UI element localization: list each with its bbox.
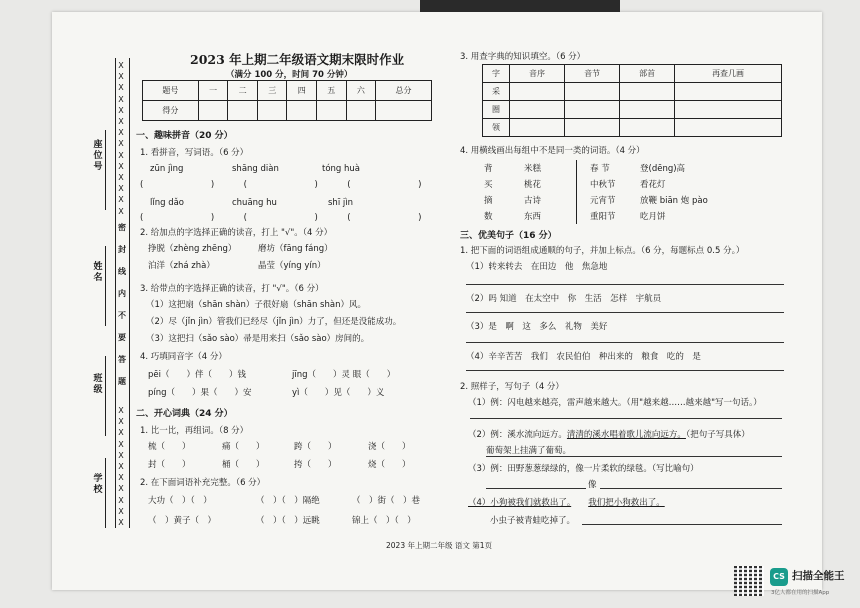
table-row (143, 81, 432, 101)
reading-choice[interactable]: 晶莹（yíng yín） (258, 261, 326, 271)
score-cell[interactable] (198, 101, 228, 121)
dict-answer-cell[interactable] (620, 101, 675, 119)
homophone-fill[interactable]: píng（ ）果（ ）安 (148, 388, 252, 398)
dict-answer-cell[interactable] (510, 83, 565, 101)
word-fill[interactable]: 浇（ ） (368, 442, 411, 452)
dict-header-cell: 音节 (565, 65, 620, 83)
dict-answer-cell[interactable] (675, 119, 782, 137)
q1-title: 1. 看拼音，写词语。（6 分） (140, 148, 249, 158)
pinyin-prompt: shāng diàn (232, 164, 279, 174)
word-item: 数 (484, 212, 493, 222)
idiom-fill[interactable]: （ ）（ ）隔绝 (256, 496, 320, 506)
seal-char: 内 (118, 289, 126, 298)
reading-choice[interactable]: 泊洋（zhá zhà） (148, 261, 215, 271)
word-item[interactable]: 米糕 (524, 164, 542, 174)
homophone-fill[interactable]: yì（ ）见（ ）义 (292, 388, 385, 398)
seal-char: 线 (118, 267, 126, 276)
reading-choice[interactable]: 挣脱（zhèng zhēng） (148, 244, 237, 254)
word-fill[interactable]: 桶（ ） (222, 460, 265, 470)
x-mark: X (118, 473, 124, 483)
dict-header-cell: 再查几画 (675, 65, 782, 83)
reading-choice[interactable]: （3）这把扫（sǎo sào）帚是用来扫（sǎo sào）房间的。 (146, 334, 370, 344)
x-mark: X (118, 161, 124, 171)
score-header-cell: 总分 (376, 81, 432, 101)
x-mark: X (118, 117, 124, 127)
answer-line[interactable] (600, 488, 782, 489)
seal-char: 要 (118, 333, 126, 342)
seat-number-line[interactable] (105, 130, 106, 210)
x-mark: X (118, 61, 124, 70)
example-text: （2）例：溪水流向远方。 (468, 430, 567, 440)
dict-answer-cell[interactable] (675, 83, 782, 101)
x-mark: X (118, 506, 124, 516)
score-cell[interactable] (346, 101, 376, 121)
practice-sentence: 小虫子被青蛙吃掉了。 (490, 516, 576, 526)
x-mark: X (118, 462, 124, 472)
answer-line[interactable] (582, 524, 782, 525)
pinyin-prompt: lǐng dǎo (150, 198, 185, 208)
reading-choice[interactable]: 磨坊（fāng fáng） (258, 244, 333, 254)
seal-char: 不 (118, 311, 126, 320)
sentence-words: （1）转来转去 在田边 他 焦急地 (466, 262, 608, 272)
sentence-words: （3）是 啊 这 多么 礼物 美好 (466, 322, 608, 332)
x-mark: X (118, 184, 124, 194)
x-mark: X (118, 150, 124, 160)
qr-code-icon (734, 566, 764, 596)
score-header-cell: 题号 (143, 81, 199, 101)
idiom-fill[interactable]: （ ）（ ）远眺 (256, 516, 320, 526)
answer-line[interactable] (466, 312, 784, 313)
score-cell[interactable] (287, 101, 317, 121)
seal-char: 密 (118, 223, 126, 232)
camscanner-logo: CS (770, 568, 788, 586)
school-line[interactable] (105, 458, 106, 528)
dict-answer-cell[interactable] (510, 119, 565, 137)
sentence-words: （2）吗 知道 在太空中 你 生活 怎样 宇航员 (466, 294, 662, 304)
answer-line[interactable] (486, 488, 586, 489)
dict-answer-cell[interactable] (565, 101, 620, 119)
x-mark: X (118, 206, 124, 216)
example-4 (468, 496, 665, 508)
pinyin-prompt: zūn jìng (150, 164, 184, 174)
x-marks-column (116, 60, 126, 217)
pinyin-prompt: chuāng hu (232, 198, 277, 208)
page-footer: 2023 年上期二年级 语文 第1页 (386, 541, 493, 550)
x-mark: X (118, 495, 124, 505)
homophone-fill[interactable]: pēi（ ）伴（ ）钱 (148, 370, 246, 380)
x-mark: X (118, 439, 124, 449)
answer-line[interactable] (466, 342, 784, 343)
dict-answer-cell[interactable] (675, 101, 782, 119)
x-marks-column-lower (116, 405, 126, 528)
score-row-label: 得分 (143, 101, 199, 121)
score-header-cell: 五 (317, 81, 347, 101)
answer-brackets[interactable]: ( ) ( ) ( ) (140, 213, 423, 223)
x-mark: X (118, 139, 124, 149)
word-item[interactable]: 中秋节 (590, 180, 616, 190)
x-mark: X (118, 94, 124, 104)
pinyin-prompt: tóng huà (322, 164, 361, 174)
binding-line-inner (129, 58, 130, 528)
dict-char-cell: 圈 (483, 101, 510, 119)
class-line[interactable] (105, 356, 106, 436)
imitate-q-title: 2. 照样子，写句子（4 分） (460, 382, 564, 392)
dict-header-cell: 音序 (510, 65, 565, 83)
answer-line[interactable] (470, 418, 782, 419)
x-mark: X (118, 105, 124, 115)
dict-char-cell: 领 (483, 119, 510, 137)
word-fill[interactable]: 封（ ） (148, 460, 191, 470)
example-2 (468, 428, 750, 440)
group-divider (576, 160, 577, 224)
dict-answer-cell[interactable] (565, 83, 620, 101)
seal-char: 答 (118, 355, 126, 364)
dict-answer-cell[interactable] (620, 119, 675, 137)
q2-title: 2. 给加点的字选择正确的读音，打上 "√"。（4 分） (140, 228, 333, 238)
camscanner-brand: 扫描全能王 (792, 570, 845, 582)
dict-q-title: 3. 用查字典的知识填空。（6 分） (460, 52, 586, 62)
word-item[interactable]: 登(dēng)高 (640, 164, 686, 174)
example-sentence: （1）例：闪电越来越亮，雷声越来越大。（用"越来越……越来越"写一句话。） (468, 398, 762, 408)
x-mark: X (118, 428, 124, 438)
score-cell[interactable] (376, 101, 432, 121)
score-cell[interactable] (257, 101, 287, 121)
name-label: 姓名 (93, 262, 103, 283)
score-header-cell: 四 (287, 81, 317, 101)
word-item[interactable]: 放鞭 biān 炮 pào (640, 196, 708, 206)
answer-line[interactable] (486, 456, 782, 457)
dict-answer-cell[interactable] (565, 119, 620, 137)
q3-title: 3. 给带点的字选择正确的读音，打 "√"。（6 分） (140, 284, 324, 294)
homophone-fill[interactable]: jīng（ ）灵 眼（ ） (292, 370, 396, 380)
x-mark: X (118, 173, 124, 183)
word-item[interactable]: 古诗 (524, 196, 542, 206)
x-mark: X (118, 195, 124, 205)
word-item[interactable]: 重阳节 (590, 212, 616, 222)
dict-answer-cell[interactable] (620, 83, 675, 101)
camscanner-tagline: 3亿人都在用的扫描App (771, 590, 830, 596)
x-mark: X (118, 450, 124, 460)
word-item: 买 (484, 180, 493, 190)
x-mark: X (118, 518, 124, 528)
dictionary-table (482, 64, 782, 137)
table-row (483, 83, 782, 101)
answer-line[interactable] (466, 284, 784, 285)
idiom-fill[interactable]: （ ）街（ ）巷 (352, 496, 421, 506)
idiom-q-title: 2. 在下面词语补充完整。（6 分） (140, 478, 266, 488)
seal-char: 封 (118, 245, 126, 254)
odd-one-title: 4. 用横线画出每组中不是同一类的词语。（4 分） (460, 146, 645, 156)
table-row (483, 101, 782, 119)
page-title: 2023 年上期二年级语文期末限时作业 (190, 52, 405, 67)
answer-brackets[interactable]: ( ) ( ) ( ) (140, 180, 423, 190)
x-mark: X (118, 72, 124, 82)
word-fill[interactable]: 挎（ ） (294, 460, 337, 470)
table-row (143, 101, 432, 121)
compare-q-title: 1. 比一比，再组词。（8 分） (140, 426, 249, 436)
seal-char: 题 (118, 377, 126, 386)
school-label: 学校 (93, 474, 103, 495)
x-mark: X (118, 484, 124, 494)
word-fill[interactable]: 跨（ ） (294, 442, 337, 452)
practice-sentence: 葡萄架上挂满了葡萄。 (486, 446, 572, 456)
simile-word: 像 (588, 480, 597, 490)
answer-line[interactable] (466, 370, 784, 371)
score-header-cell: 一 (198, 81, 228, 101)
word-fill[interactable]: 痛（ ） (222, 442, 265, 452)
dict-header-cell: 字 (483, 65, 510, 83)
idiom-fill[interactable]: 锦上（ ）（ ） (352, 516, 416, 526)
section-1-heading: 一、趣味拼音（20 分） (136, 131, 233, 141)
score-cell[interactable] (228, 101, 258, 121)
score-cell[interactable] (317, 101, 347, 121)
dict-answer-cell[interactable] (510, 101, 565, 119)
x-mark: X (118, 83, 124, 93)
example-expanded: 清清的溪水唱着歌儿流向远方。 (566, 430, 686, 440)
reading-choice[interactable]: （2）尽（jǐn jìn）管我们已经尽（jǐn jìn）力了，但还是没能成功。 (146, 317, 402, 327)
idiom-fill[interactable]: 大功（ ）（ ） (148, 496, 212, 506)
score-header-cell: 三 (257, 81, 287, 101)
word-item: 背 (484, 164, 493, 174)
word-item[interactable]: 东西 (524, 212, 542, 222)
scan-edge (420, 0, 620, 12)
x-mark: X (118, 128, 124, 138)
idiom-fill[interactable]: （ ）黄子（ ） (148, 516, 217, 526)
example-active: 我们把小狗救出了。 (588, 498, 665, 508)
class-label: 班级 (93, 374, 103, 395)
example-instruction: （把句子写具体） (685, 430, 750, 440)
score-header-cell: 六 (346, 81, 376, 101)
word-item: 摘 (484, 196, 493, 206)
pinyin-prompt: shī jìn (328, 198, 353, 208)
seal-text-column (117, 222, 127, 398)
example-passive: （4）小狗被我们就救出了。 (468, 498, 572, 508)
score-header-cell: 二 (228, 81, 258, 101)
section-3-heading: 三、优美句子（16 分） (460, 231, 557, 241)
word-item[interactable]: 吃月饼 (640, 212, 666, 222)
score-table (142, 80, 432, 121)
sentence-q-title: 1. 把下面的词语组成通顺的句子，并加上标点。（6 分，每题标点 0.5 分。） (460, 246, 745, 256)
table-row (483, 65, 782, 83)
word-fill[interactable]: 烧（ ） (368, 460, 411, 470)
page-subtitle: （满分 100 分，时间 70 分钟） (226, 70, 353, 80)
example-sentence: （3）例：田野葱葱绿绿的，像一片柔软的绿毯。（写比喻句） (468, 464, 699, 474)
dict-header-cell: 部首 (620, 65, 675, 83)
word-item[interactable]: 桃花 (524, 180, 542, 190)
section-2-heading: 二、开心词典（24 分） (136, 409, 233, 419)
seat-number-label: 座位号 (93, 140, 103, 172)
word-item[interactable]: 春 节 (590, 164, 610, 174)
sentence-words: （4）辛辛苦苦 我们 农民伯伯 种出来的 粮食 吃的 是 (466, 352, 701, 362)
word-fill[interactable]: 梳（ ） (148, 442, 191, 452)
dict-char-cell: 采 (483, 83, 510, 101)
word-item[interactable]: 元宵节 (590, 196, 616, 206)
name-line[interactable] (105, 246, 106, 326)
x-mark: X (118, 417, 124, 427)
reading-choice[interactable]: （1）这把扇（shān shàn）子很好扇（shān shàn）风。 (146, 300, 366, 310)
table-row (483, 119, 782, 137)
word-item[interactable]: 看花灯 (640, 180, 666, 190)
x-mark: X (118, 406, 124, 415)
q4-title: 4. 巧填同音字（4 分） (140, 352, 227, 362)
